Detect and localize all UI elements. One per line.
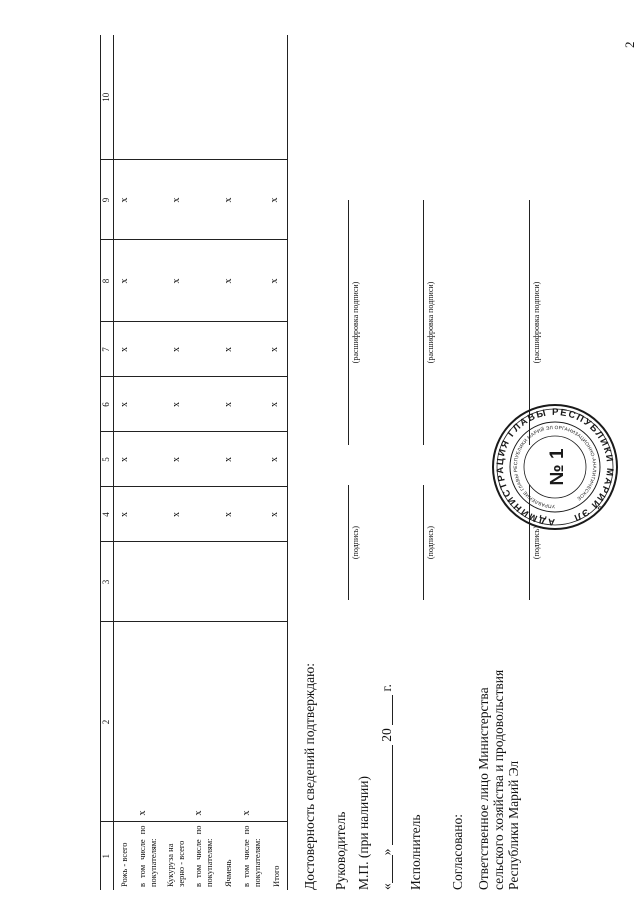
mark-cell xyxy=(162,542,190,622)
year-blank xyxy=(380,695,393,725)
mark-cell xyxy=(134,542,162,622)
table-row xyxy=(190,35,218,890)
date-open-quote: « xyxy=(379,883,394,890)
seal-note: М.П. (при наличии) xyxy=(356,776,371,890)
table-row xyxy=(238,35,266,890)
row-label: в том числе по покупателям: xyxy=(136,825,158,887)
mark-cell xyxy=(218,542,238,622)
mark-cell xyxy=(238,160,266,240)
mark-cell xyxy=(238,377,266,432)
table-header-cell: 5 xyxy=(101,432,114,487)
row-label: в том числе по покупателям: xyxy=(192,825,214,887)
executor-signature-line xyxy=(423,485,424,600)
executor-decode-caption: (расшифровка подписи) xyxy=(426,281,435,364)
mark-cell: x xyxy=(114,322,134,377)
mark-cell xyxy=(114,622,134,822)
official-decode-caption: (расшифровка подписи) xyxy=(532,281,541,364)
manager-decode-caption: (расшифровка подписи) xyxy=(351,281,360,364)
table-row xyxy=(114,35,134,890)
mark-cell xyxy=(134,487,162,542)
mark-cell: x xyxy=(114,432,134,487)
date-close-quote: » xyxy=(379,848,394,856)
mark-cell: x xyxy=(266,322,288,377)
table-header-cell: 6 xyxy=(101,377,114,432)
table-header-cell: 4 xyxy=(101,487,114,542)
manager-decode-line xyxy=(348,200,349,445)
mark-cell: x xyxy=(114,377,134,432)
mark-cell: x xyxy=(218,432,238,487)
executor-signature-caption: (подпись) xyxy=(426,525,435,560)
mark-cell: x xyxy=(162,240,190,322)
mark-cell: x xyxy=(162,487,190,542)
year-prefix: 20 xyxy=(379,728,394,742)
mark-cell xyxy=(134,432,162,487)
mark-cell: x xyxy=(114,160,134,240)
mark-cell: x xyxy=(218,240,238,322)
table-header-cell: 8 xyxy=(101,240,114,322)
mark-cell: x xyxy=(162,160,190,240)
mark-cell: x xyxy=(218,322,238,377)
mark-cell: x xyxy=(266,432,288,487)
manager-signature-line xyxy=(348,485,349,600)
mark-cell: x xyxy=(218,487,238,542)
mark-cell: x xyxy=(190,622,218,822)
mark-cell xyxy=(238,240,266,322)
mark-cell xyxy=(238,322,266,377)
year-suffix: г. xyxy=(379,684,394,692)
table-header-row xyxy=(101,35,114,890)
manager-label: Руководитель xyxy=(333,811,348,890)
table-row xyxy=(134,35,162,890)
executor-decode-line xyxy=(423,200,424,445)
row-label: в том числе по покупателям: xyxy=(240,825,262,887)
mark-cell xyxy=(190,240,218,322)
mark-cell: x xyxy=(114,240,134,322)
table-header-cell: 3 xyxy=(101,542,114,622)
agreed-label: Согласовано: xyxy=(450,814,465,890)
stamp-number: № 1 xyxy=(547,448,568,486)
mark-cell: x xyxy=(134,622,162,822)
mark-cell xyxy=(190,35,218,160)
mark-cell xyxy=(218,35,238,160)
executor-label: Исполнитель xyxy=(408,814,423,890)
mark-cell xyxy=(266,622,288,822)
mark-cell xyxy=(190,322,218,377)
confirmation-title: Достоверность сведений подтверждаю: xyxy=(302,663,317,890)
mark-cell xyxy=(162,622,190,822)
mark-cell xyxy=(238,487,266,542)
mark-cell xyxy=(266,542,288,622)
row-label: Итого xyxy=(266,822,288,890)
manager-signature-caption: (подпись) xyxy=(351,525,360,560)
mark-cell: x xyxy=(162,377,190,432)
table-header-cell: 2 xyxy=(101,622,114,822)
mark-cell: x xyxy=(162,432,190,487)
table-row xyxy=(162,35,190,890)
month-blank xyxy=(380,745,393,845)
mark-cell xyxy=(238,432,266,487)
table-header-cell: 1 xyxy=(101,822,114,890)
mark-cell xyxy=(238,542,266,622)
official-label: Ответственное лицо Министерства сельского хозяйства и продовольствия Республики Марий Эл xyxy=(476,669,521,890)
mark-cell xyxy=(190,487,218,542)
rotated-page-content xyxy=(100,30,616,890)
table-header-cell: 7 xyxy=(101,322,114,377)
official-stamp xyxy=(490,402,620,532)
official-signature-caption: (подпись) xyxy=(532,525,541,560)
stamp-ring-text: АДМИНИСТРАЦИЯ ГЛАВЫ РЕСПУБЛИКИ МАРИЙ ЭЛ xyxy=(494,406,616,528)
mark-cell: x xyxy=(266,160,288,240)
mark-cell xyxy=(134,35,162,160)
mark-cell xyxy=(134,240,162,322)
mark-cell: x xyxy=(218,160,238,240)
mark-cell xyxy=(238,35,266,160)
mark-cell xyxy=(134,160,162,240)
mark-cell xyxy=(190,160,218,240)
mark-cell: x xyxy=(266,487,288,542)
row-label: Рожь - всего xyxy=(119,842,129,887)
mark-cell xyxy=(134,377,162,432)
date-line xyxy=(379,684,395,890)
mark-cell: x xyxy=(238,622,266,822)
table-row xyxy=(218,35,238,890)
page-number: 2 xyxy=(622,41,637,48)
report-table xyxy=(100,35,288,890)
table-row-total xyxy=(266,35,288,890)
mark-cell xyxy=(190,432,218,487)
mark-cell xyxy=(190,542,218,622)
mark-cell: x xyxy=(162,322,190,377)
table-header-cell: 9 xyxy=(101,160,114,240)
mark-cell: x xyxy=(114,487,134,542)
day-blank xyxy=(380,855,393,883)
mark-cell xyxy=(134,322,162,377)
mark-cell xyxy=(114,542,134,622)
stamp-inner-text: УПРАВЛЕНИЕ ГЛАВЫ РЕСПУБЛИКИ МАРИЙ ЭЛ ОРГАНИЗАЦИОННО-АНАЛИТИЧЕСКОЕ xyxy=(513,425,597,509)
mark-cell xyxy=(114,35,134,160)
row-label: Ячмень xyxy=(222,859,233,887)
mark-cell: x xyxy=(266,240,288,322)
row-label: Кукуруза на зерно - всего xyxy=(164,840,186,887)
mark-cell xyxy=(266,35,288,160)
table-header-cell: 10 xyxy=(101,35,114,160)
mark-cell xyxy=(218,622,238,822)
mark-cell: x xyxy=(218,377,238,432)
mark-cell xyxy=(190,377,218,432)
mark-cell: x xyxy=(266,377,288,432)
mark-cell xyxy=(162,35,190,160)
